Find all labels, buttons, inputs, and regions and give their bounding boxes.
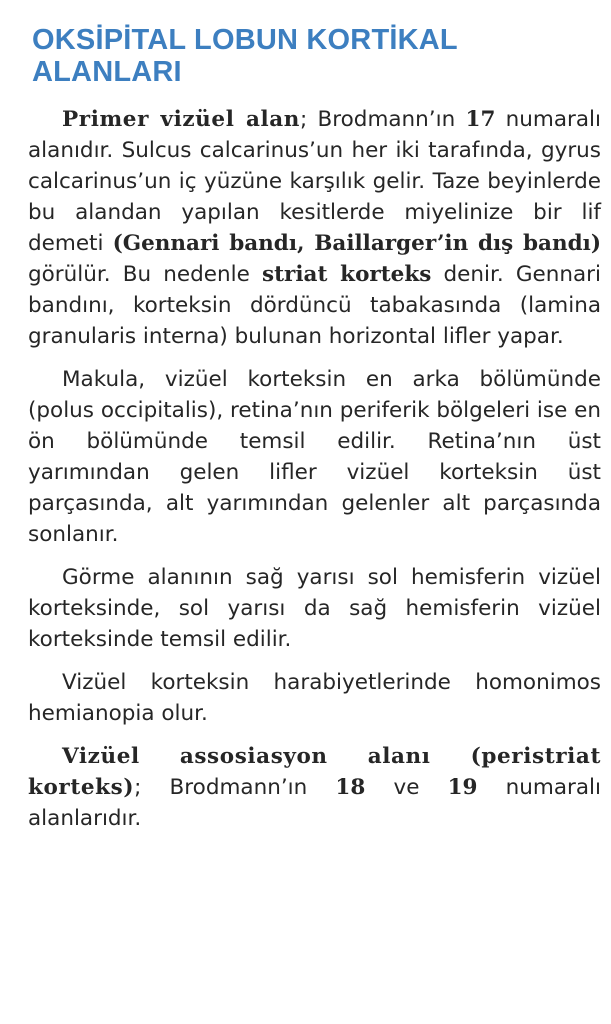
paragraph-association-area <box>28 741 601 834</box>
brodmann-19: 19 <box>447 775 478 800</box>
p1-text-2: numaralı alanıdır. Sulcus calcarinus’un her iki tarafında, gyrus calcarinus’un iç yüzüne karşılık gelir. Taze beyinlerde bu alandan yapılan kesitlerde miyelinize bir lif demeti <box>28 107 602 256</box>
paragraph-macula: Makula, vizüel korteksin en arka bölümünde (polus occipitalis), retina’nın periferik bölgeleri ise en ön bölümünde temsil edilir. Retina’nın üst yarımından gelen lifler vizüel korteksin üst parçasında, alt yarımından gelenler alt parçasında sonlanır. <box>28 367 601 547</box>
p5-text-1: ; Brodmann’ın <box>134 775 336 800</box>
term-gennari-band: (Gennari bandı, Baillarger’in dış bandı) <box>112 231 601 256</box>
section-heading <box>32 24 601 88</box>
p1-text-3: görülür. Bu nedenle <box>28 262 262 287</box>
heading-line-1: OKSİPİTAL LOBUN KORTİKAL <box>32 24 458 56</box>
p1-text-1: ; Brodmann’ın <box>300 107 466 132</box>
paragraph-visual-field: Görme alanının sağ yarısı sol hemisferin vizüel korteksinde, sol yarısı da sağ hemisferin vizüel korteksinde temsil edilir. <box>28 565 601 652</box>
p1-text-4: denir. Gennari bandını, korteksin dördüncü tabakasında (lamina granularis interna) bulunan horizontal lifler yapar. <box>28 262 601 349</box>
paragraph-hemianopia: Vizüel korteksin harabiyetlerinde homonimos hemianopia olur. <box>28 670 601 726</box>
term-visual-association-area: Vizüel assosiasyon alanı (peristriat korteks) <box>28 744 601 800</box>
brodmann-18: 18 <box>335 775 366 800</box>
heading-line-2: ALANLARI <box>32 56 182 88</box>
p5-text-2: ve <box>365 775 448 800</box>
brodmann-17: 17 <box>465 107 496 132</box>
term-striate-cortex: striat korteks <box>261 262 432 287</box>
p5-text-3: numaralı alanlarıdır. <box>28 775 601 831</box>
term-primary-visual-area: Primer vizüel alan <box>62 107 301 132</box>
paragraph-primary-visual-area <box>28 104 601 352</box>
